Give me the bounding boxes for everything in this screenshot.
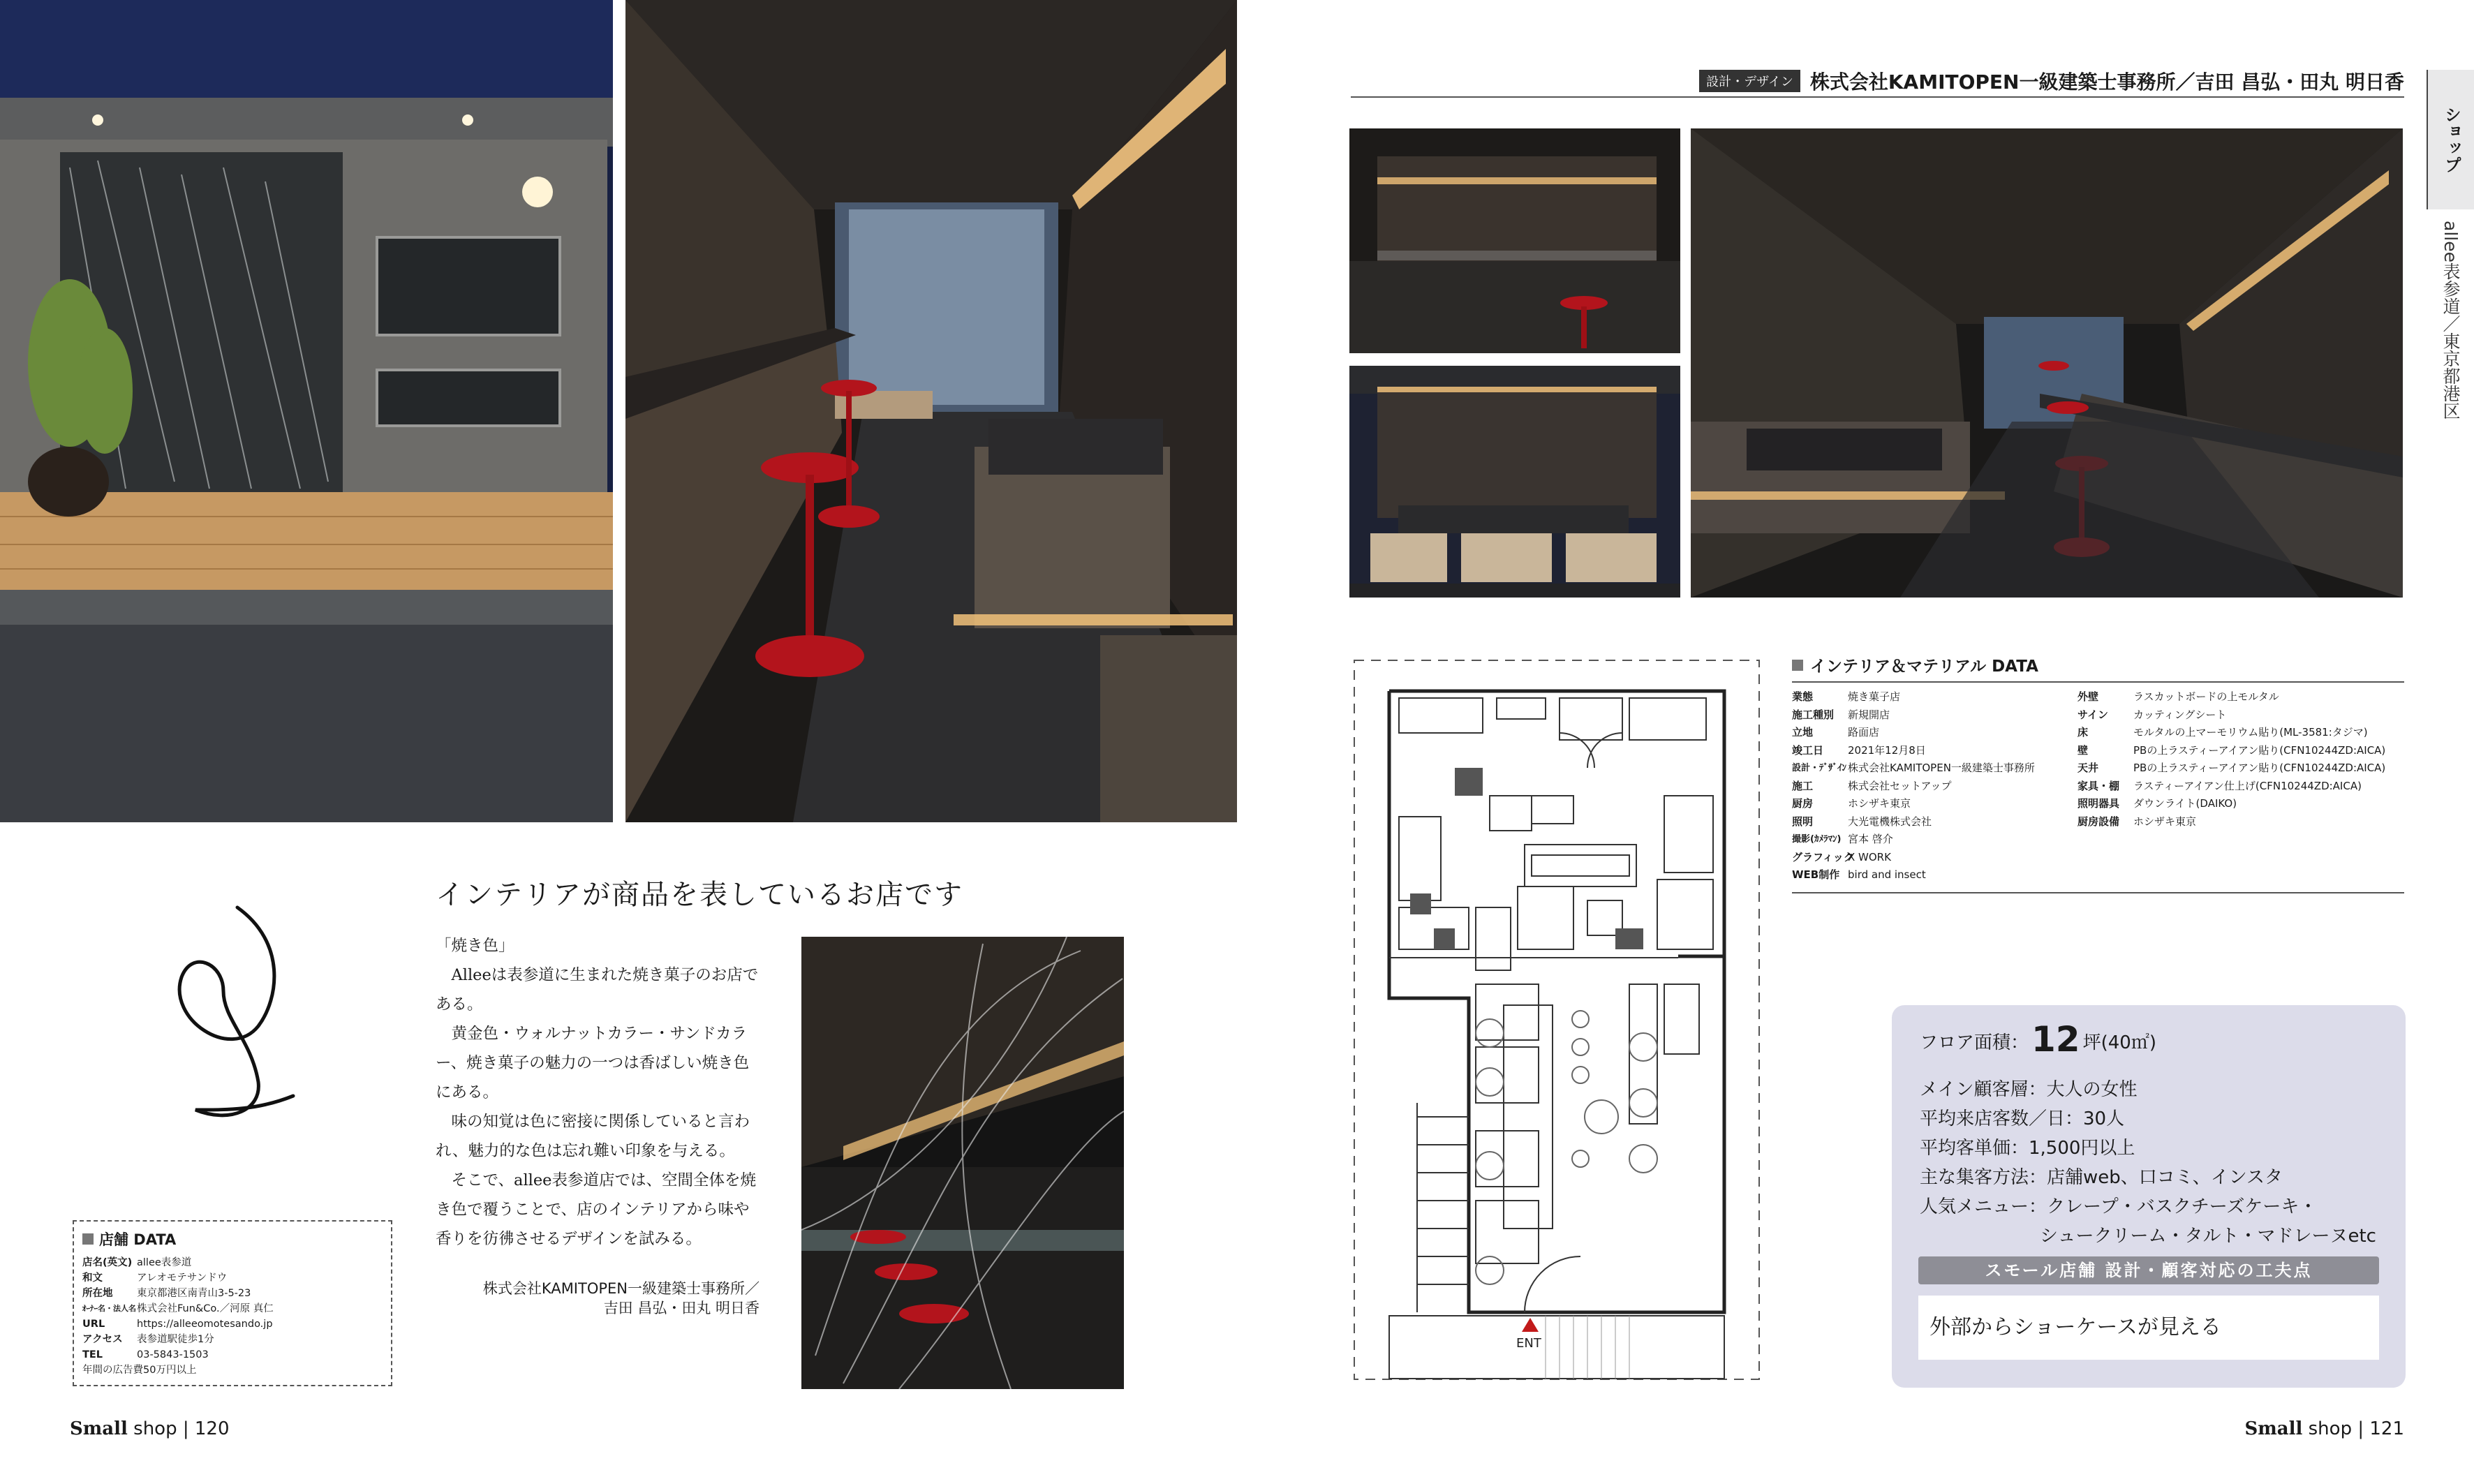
floor-area: フロア面積：12 坪(40㎡) (1920, 1019, 2156, 1060)
store-stats-panel (1892, 1005, 2406, 1388)
body-paragraph: 味の知覚は色に密接に関係していると言われ、魅力的な色は忘れ難い印象を与える。 (436, 1113, 750, 1160)
page-folio-left: Small shop | 120 (70, 1418, 230, 1439)
material-row: 立地 路面店 (1792, 726, 1880, 739)
article-credit: 株式会社KAMITOPEN一級建築士事務所／ 吉田 昌弘・田丸 明日香 (482, 1280, 760, 1316)
material-row: 家具・棚 ラスティーアイアン仕上げ(CFN10244ZD:AICA) (2077, 779, 2362, 792)
page-folio-right: Small shop | 121 (2244, 1418, 2404, 1439)
material-row: 照明器具 ダウンライト(DAIKO) (2077, 797, 2237, 810)
square-icon (1792, 660, 1803, 671)
material-row: グラフィック X WORK (1792, 850, 1891, 863)
interior-long-photo (1691, 128, 2403, 598)
avg-spend: 平均客単価：1,500円以上 (1920, 1138, 2135, 1159)
material-row: 厨房設備 ホシザキ東京 (2077, 815, 2197, 828)
interior-counter-photo (625, 0, 1237, 822)
material-row: 施工種別 新規開店 (1792, 708, 1890, 721)
material-row: サイン カッティングシート (2077, 708, 2227, 721)
marketing-method: 主な集客方法：店舗web、口コミ、インスタ (1920, 1167, 2283, 1188)
body-paragraph: 黄金色・ウォルナットカラー・サンドカラー、焼き菓子の魅力の一つは香ばしい焼き色にある。 (436, 1025, 750, 1101)
store-data-row: 年間の広告費50万円以上 (82, 1365, 197, 1376)
body-paragraph: 「焼き色」 (436, 937, 514, 955)
body-paragraph: Alleeは表参道に生まれた焼き菓子のお店である。 (436, 966, 759, 1014)
floor-plan (1350, 656, 1763, 1383)
article-body (436, 931, 761, 1254)
material-row: 照明 大光電機株式会社 (1792, 815, 1932, 828)
store-url-link[interactable]: https://alleeomotesando.jp (137, 1319, 273, 1330)
material-rule (1792, 892, 2404, 893)
header-rule (1351, 96, 2404, 98)
design-point-bar: スモール店舗 設計・顧客対応の工夫点 (1918, 1256, 2379, 1284)
design-credit-header: 設計・デザイン 株式会社KAMITOPEN一級建築士事務所／吉田 昌弘・田丸 明日香 (1699, 67, 2404, 95)
storefront-photo (0, 0, 613, 822)
store-data-row: TEL 03-5843-1503 (82, 1349, 209, 1360)
article-headline: インテリアが商品を表しているお店です (436, 879, 963, 911)
material-row: WEB制作 bird and insect (1792, 868, 1926, 881)
store-data-box: 店舗 DATA 店名(英文) allee表参道 和文 アレオモテサンドウ 所在地 東京都港区南青山3-5-23 ｵｰﾅｰ名・法人名 株式会社Fun&Co.／河原 真仁 URL https://alleeomotesando.jp アクセス 表参道駅徒歩1分 TEL 03-5843-1503 年間の広告費50万円以上 (73, 1220, 392, 1386)
entrance-label: ENT (1516, 1336, 1541, 1351)
store-data-row: URL https://alleeomotesando.jp (82, 1316, 383, 1332)
design-tag: 設計・デザイン (1699, 70, 1800, 92)
material-row: 設計・ﾃﾞｻﾞｲﾝ 株式会社KAMITOPEN一級建築士事務所 (1792, 762, 2035, 774)
material-row: 外壁 ラスカットボードの上モルタル (2077, 690, 2279, 703)
material-table-left (1792, 688, 2035, 884)
body-paragraph: そこで、allee表参道店では、空間全体を焼き色で覆うことで、店のインテリアから味や香りを彷彿させるデザインを試みる。 (436, 1171, 756, 1248)
bench-seating-photo (1349, 366, 1680, 598)
store-data-row: アクセス 表参道駅徒歩1分 (82, 1334, 214, 1345)
interior-detail-photo (801, 937, 1124, 1389)
square-icon (82, 1233, 94, 1245)
store-data-row: 店名(英文) allee表参道 (82, 1257, 192, 1268)
material-table-right (2077, 688, 2385, 831)
material-row: 床 モルタルの上マーモリウム貼り(ML-3581:タジマ) (2077, 726, 2368, 739)
store-data-row: ｵｰﾅｰ名・法人名 株式会社Fun&Co.／河原 真仁 (82, 1303, 274, 1314)
store-data-row: 所在地 東京都港区南青山3-5-23 (82, 1288, 251, 1299)
side-store-title: allee表参道／東京都港区 (2440, 221, 2461, 420)
counter-shelf-photo (1349, 128, 1680, 353)
material-data-title: インテリア＆マテリアル DATA (1792, 653, 2038, 676)
avg-visitors: 平均来店客数／日：30人 (1920, 1108, 2125, 1129)
material-row: 壁 PBの上ラスティーアイアン貼り(CFN10244ZD:AICA) (2077, 743, 2386, 757)
material-rule (1792, 681, 2404, 683)
material-row: 厨房 ホシザキ東京 (1792, 797, 1911, 810)
shop-section-tab: ショップ (2427, 70, 2474, 209)
material-row: 施工 株式会社セットアップ (1792, 779, 1952, 792)
design-point-note: 外部からショーケースが見える (1918, 1296, 2379, 1360)
allee-logo (154, 900, 314, 1138)
popular-menu: 人気メニュー：クレープ・バスクチーズケーキ・ (1920, 1196, 2318, 1217)
material-row: 撮影(ｶﾒﾗﾏﾝ) 宮本 啓介 (1792, 833, 1893, 845)
material-row: 天井 PBの上ラスティーアイアン貼り(CFN10244ZD:AICA) (2077, 762, 2386, 774)
store-data-row: 和文 アレオモテサンドウ (82, 1272, 228, 1284)
material-row: 竣工日 2021年12月8日 (1792, 743, 1926, 757)
material-row: 業態 焼き菓子店 (1792, 690, 1901, 703)
popular-menu-cont: シュークリーム・タルト・マドレーヌetc (2040, 1226, 2376, 1247)
main-customer: メイン顧客層：大人の女性 (1920, 1079, 2138, 1100)
